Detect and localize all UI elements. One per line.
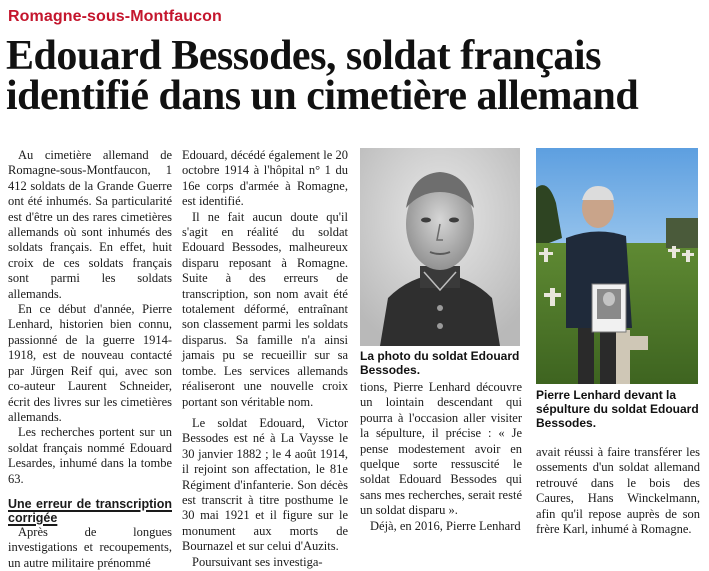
paragraph: En ce début d'année, Pierre Lenhard, historien bien connu, passionné de la guerre 1914-1918, est de nouveau contacté par Jürgen Reif qui, avec son co-auteur Laurent Schneider, écrit des livres sur les cimetières allemands. [8, 302, 172, 424]
headline: Edouard Bessodes, soldat français identifié dans un cimetière allemand [6, 33, 639, 119]
paragraph: avait réussi à faire transférer les ossements d'un soldat allemand retrouvé dans le bois des Caures, Hans Winckelmann, afin qu'il repose auprès de son frère Karl, inhumé à Romagne. [536, 445, 700, 537]
lenhard-grave-photo [536, 148, 698, 384]
paragraph: Il ne fait aucun doute qu'il s'agit en réalité du soldat Edouard Bessodes, malheureux disparu reposant à Romagne. Suite à des erreurs de transcription, son nom avait été totalement déformé, entraînant son classement parmi les soldats disparus. Sa famille n'a ainsi jamais pu se recueillir sur sa tombe. Les services allemands réaliseront une nouvelle croix portant son véritable nom. [182, 209, 348, 409]
soldier-photo [360, 148, 520, 346]
paragraph: Après de longues investigations et recoupements, un autre militaire prénommé [8, 524, 172, 570]
paragraph: Au cimetière allemand de Romagne-sous-Montfaucon, 1 412 soldats de la Grande Guerre ont été inhumés. Sa particularité est d'être un des rares cimetières allemands où sont inhumés des soldats français. En effet, huit croix de ces soldats français sont parmi les soldats allemands. [8, 148, 172, 301]
paragraph: Poursuivant ses investiga- [192, 554, 323, 569]
paragraph: Déjà, en 2016, Pierre Lenhard [370, 518, 521, 533]
lenhard-photo-caption: Pierre Lenhard devant la sépulture du soldat Edouard Bessodes. [536, 388, 699, 430]
column-3 [360, 380, 522, 534]
column-4 [536, 445, 700, 537]
paragraph: tions, Pierre Lenhard découvre un lointain descendant qui pourra à l'occasion aller visiter la sépulture, il précise : « Je pense modestement avoir en quelque sorte ressuscité le soldat Edouard Bessodes qui sans mes recherches, serait resté un soldat disparu ». [360, 380, 522, 518]
paragraph: Edouard, décédé également le 20 octobre 1914 à l'hôpital n° 1 du 16e corps d'armée à Romagne, est identifié. [182, 148, 348, 209]
subheading: Une erreur de transcription corrigée [8, 496, 172, 525]
kicker-location: Romagne-sous-Montfaucon [8, 8, 222, 25]
paragraph: Les recherches portent sur un soldat français nommé Edouard Lesardes, inhumé dans la tombe 63. [8, 425, 172, 486]
paragraph: Le soldat Edouard, Victor Bessodes est né à La Vaysse le 30 janvier 1882 ; le 4 août 1914, il rejoint son affectation, le 81e Régiment d'infanterie. Son décès est transcrit à titre posthume le 30 mai 1921 et il figure sur le monument aux morts de Bournazel et sur celui d'Auzits. [182, 415, 348, 554]
soldier-photo-caption: La photo du soldat Edouard Bessodes. [360, 349, 520, 377]
column-2 [182, 148, 348, 570]
column-1 [8, 148, 172, 571]
